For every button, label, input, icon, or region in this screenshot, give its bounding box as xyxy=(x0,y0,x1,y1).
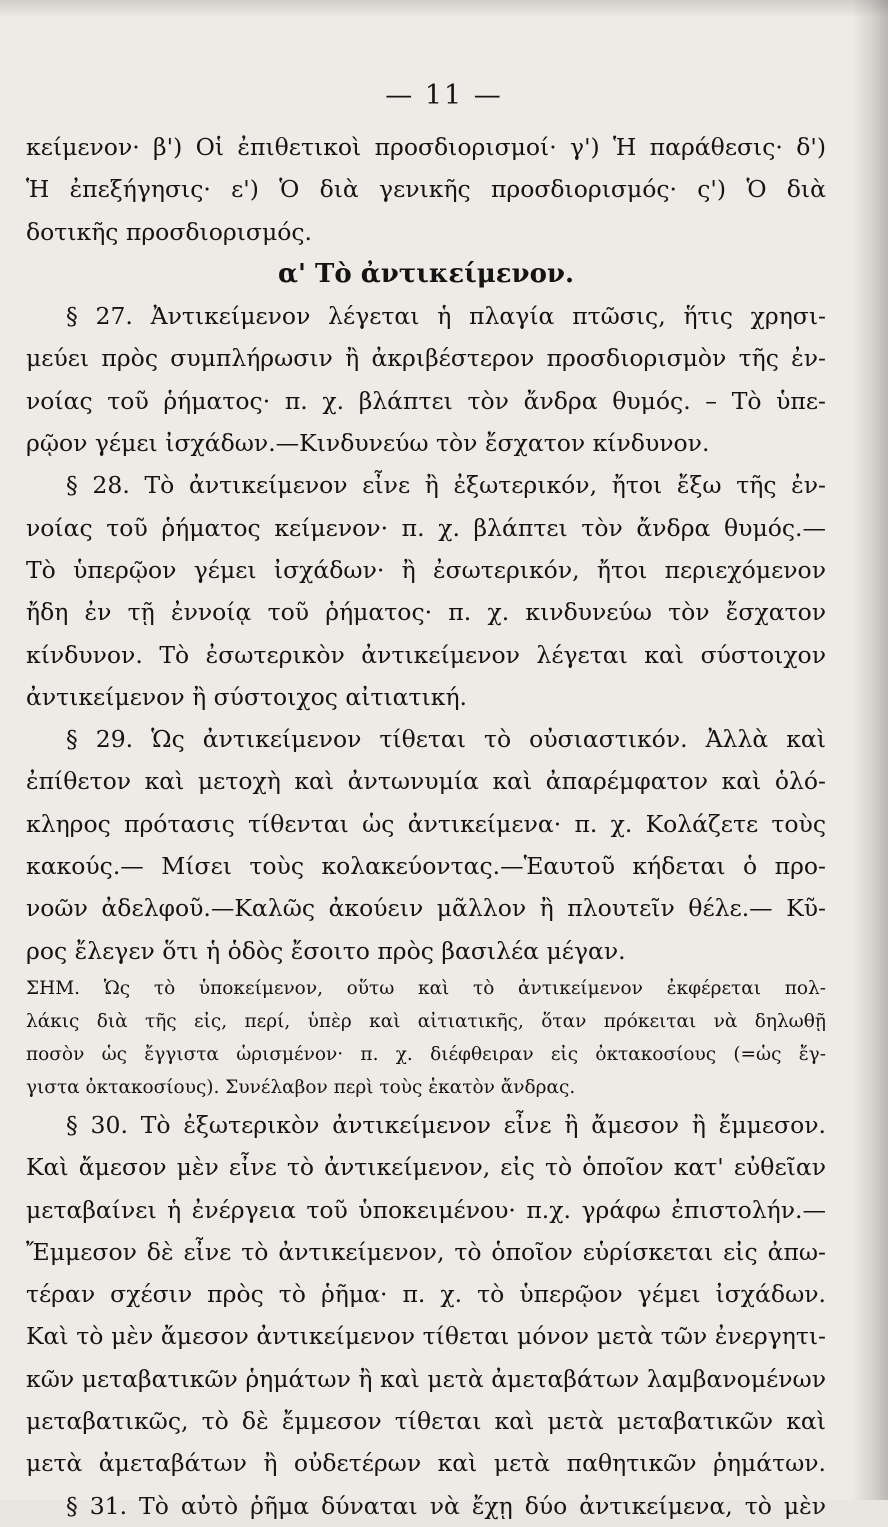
text-line: Καὶ τὸ μὲν ἄμεσον ἀντικείμενον τίθεται μόνον μετὰ τῶν ἐνεργητι- xyxy=(26,1322,826,1351)
text-line: ρος ἔλεγεν ὅτι ἡ ὁδὸς ἔσοιτο πρὸς βασιλέα μέγαν. xyxy=(26,936,626,965)
text-line: Καὶ ἄμεσον μὲν εἶνε τὸ ἀντικείμενον, εἰς τὸ ὁποῖον κατ' εὐθεῖαν xyxy=(26,1153,826,1182)
text-line: νοῶν ἀδελφοῦ.—Καλῶς ἀκούειν μᾶλλον ἢ πλουτεῖν θέλε.— Κῦ- xyxy=(26,894,826,923)
text-line: νοίας τοῦ ῥήματος· π. χ. βλάπτει τὸν ἄνδρα θυμός. – Τὸ ὑπε- xyxy=(26,386,826,415)
text-line: κληρος πρότασις τίθενται ὡς ἀντικείμενα· π. χ. Κολάζετε τοὺς xyxy=(26,809,826,838)
text-line: κίνδυνον. Τὸ ἐσωτερικὸν ἀντικείμενον λέγεται καὶ σύστοιχον xyxy=(26,640,826,669)
text-line: μεταβαίνει ἡ ἐνέργεια τοῦ ὑποκειμένου· π.χ. γράφω ἐπιστολήν.— xyxy=(26,1195,826,1224)
paragraph-31-line: § 31. Τὸ αὐτὸ ῥῆμα δύναται νὰ ἔχῃ δύο ἀντικείμενα, τὸ μὲν xyxy=(66,1491,826,1520)
text-line: δοτικῆς προσδιορισμός. xyxy=(26,217,312,246)
text-line: μετὰ ἀμεταβάτων ἢ οὐδετέρων καὶ μετὰ παθητικῶν ῥημάτων. xyxy=(26,1449,826,1478)
note-line: ποσὸν ὡς ἔγγιστα ὡρισμένον· π. χ. διέφθειραν εἰς ὀκτακοσίους (=ὡς ἔγ- xyxy=(26,1043,826,1065)
text-line: κακούς.— Μίσει τοὺς κολακεύοντας.—Ἑαυτοῦ κήδεται ὁ προ- xyxy=(26,852,826,881)
page-edge-shadow xyxy=(852,0,888,1500)
paragraph-27-line: § 27. Ἀντικείμενον λέγεται ἡ πλαγία πτῶσις, ἥτις χρησι- xyxy=(66,302,826,331)
text-line: Τὸ ὑπερῷον γέμει ἰσχάδων· ἢ ἐσωτερικόν, ἤτοι περιεχόμενον xyxy=(26,555,826,584)
paragraph-28-line: § 28. Τὸ ἀντικείμενον εἶνε ἢ ἐξωτερικόν, ἤτοι ἔξω τῆς ἐν- xyxy=(66,471,826,500)
section-heading: α' Τὸ ἀντικείμενον. xyxy=(277,258,575,289)
text-line: κείμενον· β') Οἱ ἐπιθετικοὶ προσδιορισμοί· γ') Ἡ παράθεσις· δ') xyxy=(26,133,826,161)
note-line: λάκις διὰ τῆς εἰς, περί, ὑπὲρ καὶ αἰτιατικῆς, ὅταν πρόκειται νὰ δηλωθῇ xyxy=(26,1010,826,1032)
text-line: Ἡ ἐπεξήγησις· ε') Ὁ διὰ γενικῆς προσδιορισμός· ς') Ὁ διὰ xyxy=(26,175,826,204)
note-line: ΣΗΜ. Ὡς τὸ ὑποκείμενον, οὕτω καὶ τὸ ἀντικείμενον ἐκφέρεται πολ- xyxy=(26,977,826,999)
text-line: ἤδη ἐν τῇ ἐννοίᾳ τοῦ ῥήματος· π. χ. κινδυνεύω τὸν ἔσχατον xyxy=(26,598,826,627)
paragraph-29-line: § 29. Ὡς ἀντικείμενον τίθεται τὸ οὐσιαστικόν. Ἀλλὰ καὶ xyxy=(66,725,826,754)
text-line: Ἔμμεσον δὲ εἶνε τὸ ἀντικείμενον, τὸ ὁποῖον εὑρίσκεται εἰς ἀπω- xyxy=(26,1237,826,1266)
text-line: νοίας τοῦ ῥήματος κείμενον· π. χ. βλάπτει τὸν ἄνδρα θυμός.— xyxy=(26,513,826,542)
page-top-shadow xyxy=(0,0,888,18)
text-line: ἐπίθετον καὶ μετοχὴ καὶ ἀντωνυμία καὶ ἀπαρέμφατον καὶ ὁλό- xyxy=(26,767,826,796)
text-line: μεύει πρὸς συμπλήρωσιν ἢ ἀκριβέστερον προσδιορισμὸν τῆς ἐν- xyxy=(26,344,826,373)
text-line: ἀντικείμενον ἢ σύστοιχος αἰτιατική. xyxy=(26,682,468,711)
text-line: ρῷον γέμει ἰσχάδων.—Κινδυνεύω τὸν ἔσχατον κίνδυνον. xyxy=(26,429,710,458)
text-line: μεταβατικῶς, τὸ δὲ ἔμμεσον τίθεται καὶ μετὰ μεταβατικῶν καὶ xyxy=(26,1407,826,1436)
body-text xyxy=(26,126,826,1527)
paragraph-30-line: § 30. Τὸ ἐξωτερικὸν ἀντικείμενον εἶνε ἢ ἄμεσον ἢ ἔμμεσον. xyxy=(66,1110,826,1139)
page-number: — 11 — xyxy=(385,80,503,111)
text-line: τέραν σχέσιν πρὸς τὸ ῥῆμα· π. χ. τὸ ὑπερῷον γέμει ἰσχάδων. xyxy=(26,1280,826,1309)
note-line: γιστα ὀκτακοσίους). Συνέλαβον περὶ τοὺς ἑκατὸν ἄνδρας. xyxy=(26,1076,576,1098)
text-line: κῶν μεταβατικῶν ῥημάτων ἢ καὶ μετὰ ἀμεταβάτων λαμβανομένων xyxy=(26,1364,826,1393)
